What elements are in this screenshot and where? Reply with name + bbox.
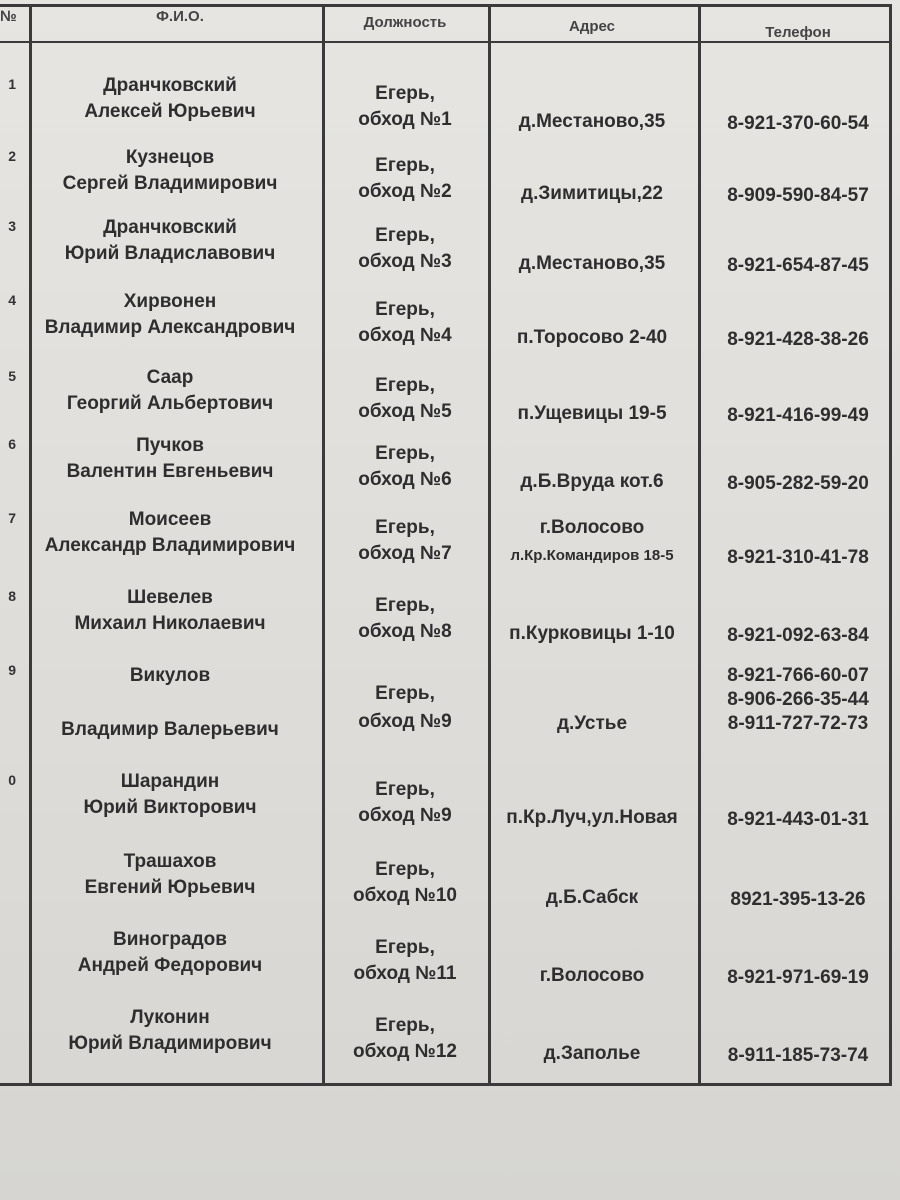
phone-3: 8-921-428-38-26	[727, 329, 869, 350]
phone-3: 8-921-443-01-31	[727, 809, 869, 830]
row-number: 4	[8, 292, 16, 308]
address-line2: п.Торосово 2-40	[516, 327, 668, 348]
fio-surname: Шевелев	[127, 587, 213, 608]
phone-3: 8-921-310-41-78	[727, 547, 869, 568]
fio-name: Алексей Юрьевич	[84, 101, 256, 122]
fio-name: Владимир Валерьевич	[61, 719, 279, 740]
fio-name: Александр Владимирович	[44, 535, 296, 556]
position-title: Егерь,	[375, 779, 435, 800]
position-title: Егерь,	[375, 1015, 435, 1036]
row-number: 9	[8, 662, 16, 678]
row-number: 2	[8, 148, 16, 164]
position-title: Егерь,	[375, 443, 435, 464]
address-line2: д.Местаново,35	[518, 111, 666, 132]
position-area: обход №9	[358, 711, 452, 732]
header-divider	[0, 41, 889, 43]
fio-surname: Шарандин	[120, 771, 220, 792]
phone-3: 8-911-185-73-74	[727, 1045, 869, 1066]
phone-3: 8-921-971-69-19	[727, 967, 869, 988]
position-title: Егерь,	[375, 595, 435, 616]
fio-surname: Дранчковский	[103, 217, 237, 238]
position-area: обход №6	[358, 469, 452, 490]
fio-surname: Хирвонен	[123, 291, 217, 312]
address-line2: л.Кр.Командиров 18-5	[510, 547, 674, 564]
row-number: 7	[8, 510, 16, 526]
position-area: обход №2	[358, 181, 452, 202]
fio-surname: Трашахов	[123, 851, 217, 872]
position-area: обход №1	[358, 109, 452, 130]
position-title: Егерь,	[375, 937, 435, 958]
address-line2: д.Заполье	[543, 1043, 641, 1064]
phone-3: 8-911-727-72-73	[727, 713, 869, 734]
fio-name: Георгий Альбертович	[66, 393, 274, 414]
fio-surname: Пучков	[136, 435, 204, 456]
position-title: Егерь,	[375, 375, 435, 396]
header-num: №	[0, 8, 17, 25]
row-number: 1	[8, 76, 16, 92]
phone-3: 8-921-416-99-49	[727, 405, 869, 426]
position-title: Егерь,	[375, 517, 435, 538]
fio-name: Юрий Владиславович	[64, 243, 276, 264]
phone-3: 8-905-282-59-20	[727, 473, 869, 494]
position-area: обход №7	[358, 543, 452, 564]
address-line2: п.Ущевицы 19-5	[517, 403, 667, 424]
position-area: обход №4	[358, 325, 452, 346]
position-area: обход №12	[353, 1041, 457, 1062]
address-line2: д.Б.Вруда кот.6	[520, 471, 664, 492]
address-line2: д.Устье	[556, 713, 628, 734]
header-position: Должность	[363, 14, 447, 31]
fio-surname: Моисеев	[128, 509, 212, 530]
header-fio: Ф.И.О.	[156, 8, 204, 25]
row-number: 5	[8, 368, 16, 384]
position-title: Егерь,	[375, 83, 435, 104]
address-line2: п.Кр.Луч,ул.Новая	[506, 807, 678, 828]
address-line2: д.Б.Сабск	[545, 887, 639, 908]
fio-name: Владимир Александрович	[44, 317, 296, 338]
fio-surname: Кузнецов	[125, 147, 215, 168]
fio-name: Валентин Евгеньевич	[66, 461, 274, 482]
fio-name: Юрий Владимирович	[68, 1033, 272, 1054]
position-area: обход №8	[358, 621, 452, 642]
position-title: Егерь,	[375, 683, 435, 704]
address-line2: д.Зимитицы,22	[521, 183, 663, 204]
phone-3: 8-921-370-60-54	[727, 113, 869, 134]
position-title: Егерь,	[375, 859, 435, 880]
fio-surname: Саар	[146, 367, 194, 388]
row-number: 8	[8, 588, 16, 604]
fio-surname: Викулов	[129, 665, 211, 686]
fio-name: Михаил Николаевич	[74, 613, 266, 634]
address-line1: г.Волосово	[539, 517, 645, 538]
fio-name: Сергей Владимирович	[62, 173, 278, 194]
phone-3: 8-921-092-63-84	[727, 625, 869, 646]
header-phone: Телефон	[765, 24, 831, 41]
phone-1: 8-921-766-60-07	[727, 665, 869, 686]
phone-2: 8-906-266-35-44	[727, 689, 869, 710]
fio-surname: Луконин	[130, 1007, 210, 1028]
address-line2: д.Местаново,35	[518, 253, 666, 274]
position-title: Егерь,	[375, 299, 435, 320]
position-area: обход №10	[353, 885, 457, 906]
fio-name: Андрей Федорович	[77, 955, 263, 976]
position-area: обход №5	[358, 401, 452, 422]
row-number: 3	[8, 218, 16, 234]
phone-3: 8-921-654-87-45	[727, 255, 869, 276]
address-line2: г.Волосово	[539, 965, 645, 986]
fio-surname: Виноградов	[113, 929, 227, 950]
position-title: Егерь,	[375, 225, 435, 246]
position-area: обход №9	[358, 805, 452, 826]
address-line2: п.Курковицы 1-10	[509, 623, 675, 644]
fio-surname: Дранчковский	[103, 75, 237, 96]
fio-name: Юрий Викторович	[83, 797, 257, 818]
phone-3: 8921-395-13-26	[730, 889, 866, 910]
row-number: 6	[8, 436, 16, 452]
position-area: обход №3	[358, 251, 452, 272]
header-address: Адрес	[568, 18, 615, 35]
position-area: обход №11	[353, 963, 457, 984]
phone-3: 8-909-590-84-57	[727, 185, 869, 206]
position-title: Егерь,	[375, 155, 435, 176]
fio-name: Евгений Юрьевич	[84, 877, 256, 898]
row-number: 0	[8, 772, 16, 788]
